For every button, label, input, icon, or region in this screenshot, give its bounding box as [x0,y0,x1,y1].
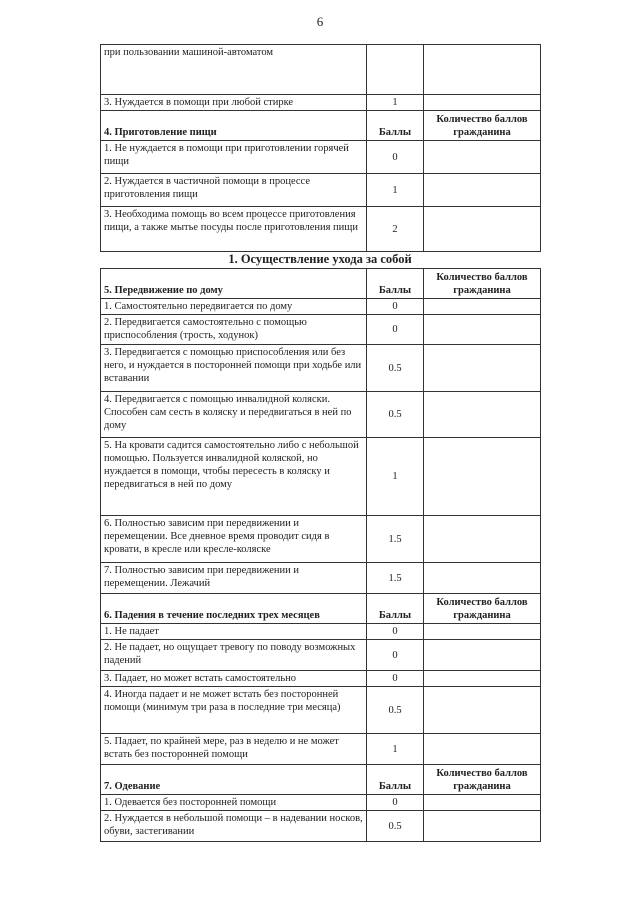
citizen-points-header: Количество баллов гражданина [424,594,541,624]
score-cell: 0 [367,141,424,174]
criterion-text: 4. Передвигается с помощью инвалидной коляски. Способен сам сесть в коляску и передвигаться в ней по дому [101,392,367,438]
criterion-text: 1. Не нуждается в помощи при приготовлении горячей пищи [101,141,367,174]
criterion-text: 7. Полностью зависим при передвижении и перемещении. Лежачий [101,563,367,594]
table-row [101,671,541,687]
assessment-table-bottom [100,268,541,842]
table-row [101,392,541,438]
criterion-text: 3. Падает, но может встать самостоятельно [101,671,367,687]
citizen-points-cell[interactable] [424,438,541,516]
score-cell: 0 [367,640,424,671]
score-header: Баллы [367,765,424,795]
table-row [101,345,541,392]
citizen-points-cell[interactable] [424,299,541,315]
score-cell: 0 [367,795,424,811]
criterion-text: 1. Не падает [101,624,367,640]
citizen-points-header: Количество баллов гражданина [424,111,541,141]
criterion-text: 2. Передвигается самостоятельно с помощью приспособления (трость, ходунок) [101,315,367,345]
table-row [101,811,541,842]
citizen-points-cell[interactable] [424,345,541,392]
score-cell: 0.5 [367,345,424,392]
criterion-text: 3. Нуждается в помощи при любой стирке [101,95,367,111]
section-title-movement: 5. Передвижение по дому [101,269,367,299]
section-header-row [101,269,541,299]
criterion-text: 3. Необходима помощь во всем процессе приготовления пищи, а также мытье посуды после приготовления пищи [101,207,367,252]
score-cell: 1 [367,95,424,111]
table-row [101,516,541,563]
citizen-points-cell[interactable] [424,207,541,252]
criterion-text: 2. Нуждается в небольшой помощи – в надевании носков, обуви, застегивании [101,811,367,842]
criterion-text: 3. Передвигается с помощью приспособления или без него, и нуждается в посторонней помощи при ходьбе или вставании [101,345,367,392]
citizen-points-cell[interactable] [424,563,541,594]
table-row [101,563,541,594]
citizen-points-cell[interactable] [424,624,541,640]
table-row [101,174,541,207]
score-cell: 0.5 [367,811,424,842]
criterion-text: 6. Полностью зависим при передвижении и перемещении. Все дневное время проводит сидя в кровати, в кресле или кресле-коляске [101,516,367,563]
criterion-text: 5. Падает, по крайней мере, раз в неделю и не может встать без посторонней помощи [101,734,367,765]
score-cell: 2 [367,207,424,252]
score-cell: 1 [367,174,424,207]
section-title-dressing: 7. Одевание [101,765,367,795]
table-row [101,207,541,252]
citizen-points-cell[interactable] [424,640,541,671]
citizen-points-cell[interactable] [424,315,541,345]
score-cell: 1 [367,734,424,765]
table-row [101,438,541,516]
score-cell: 0 [367,624,424,640]
assessment-table-top [100,44,541,252]
table-row [101,640,541,671]
criterion-text: 4. Иногда падает и не может встать без посторонней помощи (минимум три раза в последние три месяца) [101,687,367,734]
score-header: Баллы [367,111,424,141]
score-cell: 0 [367,671,424,687]
score-cell: 1.5 [367,563,424,594]
section-header-row [101,765,541,795]
section-title-cooking: 4. Приготовление пищи [101,111,367,141]
table-row [101,141,541,174]
score-cell [367,45,424,95]
citizen-points-cell[interactable] [424,392,541,438]
citizen-points-cell[interactable] [424,671,541,687]
table-row [101,315,541,345]
table-row [101,687,541,734]
table-row [101,734,541,765]
score-cell: 0 [367,315,424,345]
citizen-points-header: Количество баллов гражданина [424,765,541,795]
score-cell: 1.5 [367,516,424,563]
page-number: 6 [316,14,324,29]
criterion-text: 1. Одевается без посторонней помощи [101,795,367,811]
score-cell: 0.5 [367,392,424,438]
section-title-falls: 6. Падения в течение последних трех месяцев [101,594,367,624]
citizen-points-cell[interactable] [424,95,541,111]
table-row [101,795,541,811]
citizen-points-cell[interactable] [424,174,541,207]
criterion-text: 1. Самостоятельно передвигается по дому [101,299,367,315]
citizen-points-cell[interactable] [424,795,541,811]
section-title: 1. Осуществление ухода за собой [228,252,412,266]
table-row [101,299,541,315]
score-cell: 0.5 [367,687,424,734]
section-header-row [101,594,541,624]
citizen-points-cell[interactable] [424,516,541,563]
citizen-points-header: Количество баллов гражданина [424,269,541,299]
section-header-row [101,111,541,141]
score-header: Баллы [367,269,424,299]
citizen-points-cell[interactable] [424,687,541,734]
citizen-points-cell[interactable] [424,811,541,842]
table-row [101,624,541,640]
criterion-text: 2. Не падает, но ощущает тревогу по поводу возможных падений [101,640,367,671]
citizen-points-cell[interactable] [424,141,541,174]
criterion-text: при пользовании машиной-автоматом [101,45,367,95]
table-row [101,95,541,111]
score-header: Баллы [367,594,424,624]
citizen-points-cell[interactable] [424,45,541,95]
table-row [101,45,541,95]
score-cell: 0 [367,299,424,315]
score-cell: 1 [367,438,424,516]
criterion-text: 2. Нуждается в частичной помощи в процессе приготовления пищи [101,174,367,207]
criterion-text: 5. На кровати садится самостоятельно либо с небольшой помощью. Пользуется инвалидной коляской, но нуждается в помощи, чтобы пересесть в коляску и передвигаться в ней по дому [101,438,367,516]
citizen-points-cell[interactable] [424,734,541,765]
